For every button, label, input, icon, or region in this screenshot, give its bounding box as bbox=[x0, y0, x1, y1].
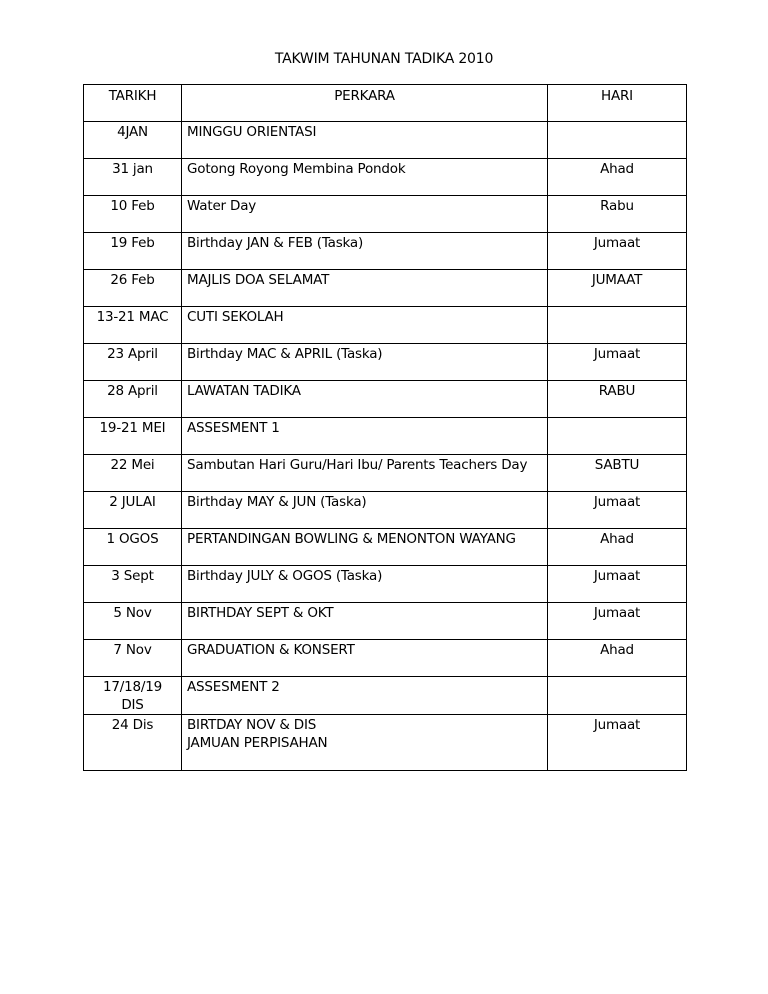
cell-perkara: BIRTHDAY SEPT & OKT bbox=[182, 603, 548, 640]
table-row bbox=[84, 381, 687, 418]
cell-tarikh: 19-21 MEI bbox=[84, 418, 182, 455]
cell-tarikh: 24 Dis bbox=[84, 715, 182, 771]
cell-tarikh: 2 JULAI bbox=[84, 492, 182, 529]
cell-tarikh: 5 Nov bbox=[84, 603, 182, 640]
cell-perkara: PERTANDINGAN BOWLING & MENONTON WAYANG bbox=[182, 529, 548, 566]
cell-tarikh-line-1: 17/18/19 bbox=[102, 679, 163, 695]
cell-hari: Jumaat bbox=[548, 344, 687, 381]
cell-perkara: Water Day bbox=[182, 196, 548, 233]
table-row bbox=[84, 159, 687, 196]
cell-tarikh: 26 Feb bbox=[84, 270, 182, 307]
cell-hari: Ahad bbox=[548, 640, 687, 677]
table-row bbox=[84, 233, 687, 270]
cell-hari: Jumaat bbox=[548, 566, 687, 603]
cell-tarikh: 23 April bbox=[84, 344, 182, 381]
table-row bbox=[84, 196, 687, 233]
table-row bbox=[84, 270, 687, 307]
table-header-row bbox=[84, 85, 687, 122]
table-row bbox=[84, 677, 687, 715]
cell-tarikh-line-2: DIS bbox=[121, 697, 144, 713]
cell-perkara: MAJLIS DOA SELAMAT bbox=[182, 270, 548, 307]
cell-hari bbox=[548, 677, 687, 715]
table-row bbox=[84, 566, 687, 603]
cell-hari: Ahad bbox=[548, 159, 687, 196]
cell-hari: Jumaat bbox=[548, 603, 687, 640]
cell-perkara: Sambutan Hari Guru/Hari Ibu/ Parents Teachers Day bbox=[182, 455, 548, 492]
cell-perkara bbox=[182, 715, 548, 771]
cell-tarikh: 3 Sept bbox=[84, 566, 182, 603]
cell-perkara: MINGGU ORIENTASI bbox=[182, 122, 548, 159]
cell-tarikh: 31 jan bbox=[84, 159, 182, 196]
cell-hari: Rabu bbox=[548, 196, 687, 233]
column-header-hari: HARI bbox=[548, 85, 687, 122]
cell-perkara-line-2: JAMUAN PERPISAHAN bbox=[187, 735, 328, 751]
cell-hari: RABU bbox=[548, 381, 687, 418]
column-header-tarikh: TARIKH bbox=[84, 85, 182, 122]
table-row bbox=[84, 640, 687, 677]
cell-tarikh: 22 Mei bbox=[84, 455, 182, 492]
cell-hari: JUMAAT bbox=[548, 270, 687, 307]
cell-tarikh: 28 April bbox=[84, 381, 182, 418]
table-row bbox=[84, 455, 687, 492]
table-row bbox=[84, 418, 687, 455]
cell-perkara: Birthday MAC & APRIL (Taska) bbox=[182, 344, 548, 381]
cell-perkara: ASSESMENT 2 bbox=[182, 677, 548, 715]
cell-perkara: Birthday JAN & FEB (Taska) bbox=[182, 233, 548, 270]
cell-hari bbox=[548, 122, 687, 159]
cell-tarikh: 10 Feb bbox=[84, 196, 182, 233]
cell-tarikh: 13-21 MAC bbox=[84, 307, 182, 344]
cell-perkara: ASSESMENT 1 bbox=[182, 418, 548, 455]
table-row bbox=[84, 492, 687, 529]
cell-perkara: Birthday MAY & JUN (Taska) bbox=[182, 492, 548, 529]
table-row bbox=[84, 344, 687, 381]
table-row bbox=[84, 122, 687, 159]
cell-perkara: GRADUATION & KONSERT bbox=[182, 640, 548, 677]
cell-perkara: Birthday JULY & OGOS (Taska) bbox=[182, 566, 548, 603]
document-title: TAKWIM TAHUNAN TADIKA 2010 bbox=[274, 51, 494, 67]
cell-hari: SABTU bbox=[548, 455, 687, 492]
cell-perkara: LAWATAN TADIKA bbox=[182, 381, 548, 418]
cell-perkara-line-1: BIRTDAY NOV & DIS bbox=[187, 717, 317, 733]
table-row bbox=[84, 529, 687, 566]
table-row bbox=[84, 715, 687, 771]
calendar-table bbox=[83, 84, 687, 771]
cell-tarikh: 7 Nov bbox=[84, 640, 182, 677]
cell-hari: Jumaat bbox=[548, 233, 687, 270]
cell-tarikh bbox=[84, 677, 182, 715]
table-row bbox=[84, 603, 687, 640]
cell-hari: Ahad bbox=[548, 529, 687, 566]
cell-perkara: CUTI SEKOLAH bbox=[182, 307, 548, 344]
cell-hari bbox=[548, 418, 687, 455]
cell-tarikh: 1 OGOS bbox=[84, 529, 182, 566]
cell-perkara: Gotong Royong Membina Pondok bbox=[182, 159, 548, 196]
column-header-perkara: PERKARA bbox=[182, 85, 548, 122]
cell-tarikh: 19 Feb bbox=[84, 233, 182, 270]
cell-hari bbox=[548, 307, 687, 344]
cell-hari: Jumaat bbox=[548, 715, 687, 771]
cell-hari: Jumaat bbox=[548, 492, 687, 529]
table-row bbox=[84, 307, 687, 344]
cell-tarikh: 4JAN bbox=[84, 122, 182, 159]
